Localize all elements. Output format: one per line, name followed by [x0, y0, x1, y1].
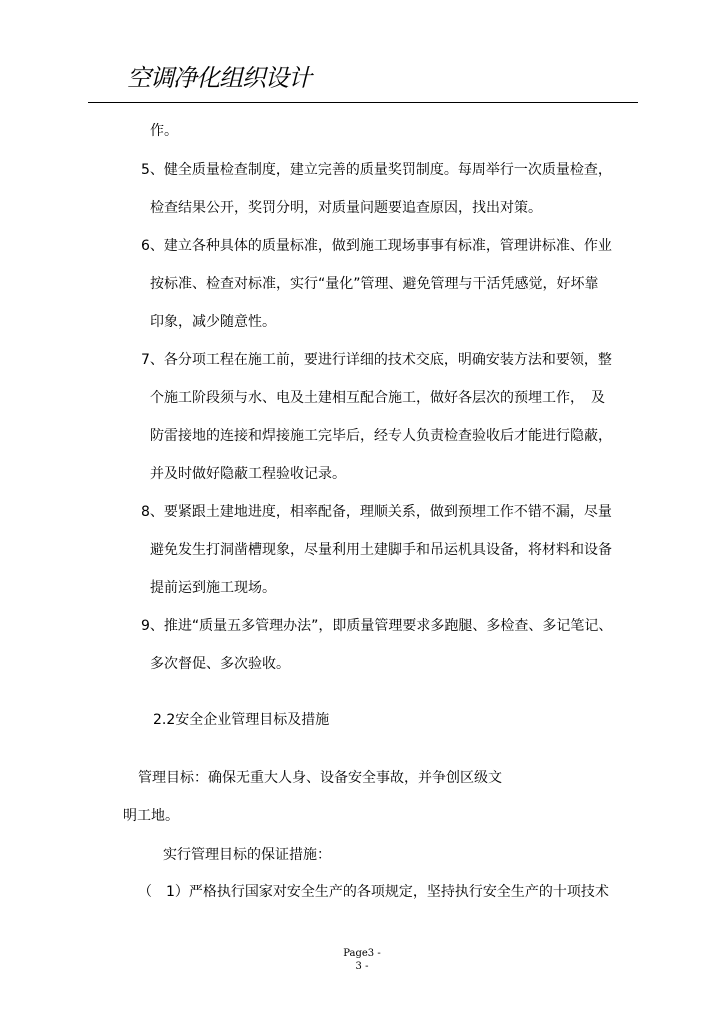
text-line: 6、建立各种具体的质量标准，做到施工现场事事有标准，管理讲标准、作业	[141, 238, 612, 254]
text-line: 个施工阶段须与水、电及土建相互配合施工，做好各层次的预埋工作， 及	[150, 390, 605, 406]
text-line: 印象，减少随意性。	[150, 314, 276, 330]
text-line: 作。	[150, 123, 178, 139]
text-line: 8、要紧跟土建地进度，相率配备，理顺关系，做到预埋工作不错不漏，尽量	[141, 504, 612, 520]
text-line: 实行管理目标的保证措施：	[163, 847, 331, 863]
text-line: （ 1）严格执行国家对安全生产的各项规定，坚持执行安全生产的十项技术	[138, 884, 609, 900]
text-line: 明工地。	[123, 808, 179, 824]
text-line: 管理目标：确保无重大人身、设备安全事故，并争创区级文	[138, 770, 502, 786]
document-header-title: 空调净化组织设计	[127, 64, 311, 92]
text-line: 检查结果公开，奖罚分明，对质量问题要追查原因，找出对策。	[150, 200, 542, 216]
section-heading: 2.2安全企业管理目标及措施	[153, 712, 330, 728]
text-line: 防雷接地的连接和焊接施工完毕后，经专人负责检查验收后才能进行隐蔽，	[150, 428, 612, 444]
text-line: 按标准、检查对标准，实行“量化”管理、避免管理与干活凭感觉，好坏靠	[150, 276, 599, 292]
page-footer-label: Page3 -	[343, 948, 381, 959]
text-line: 9、推进“质量五多管理办法”，即质量管理要求多跑腿、多检查、多记笔记、	[141, 618, 613, 634]
header-divider	[88, 102, 638, 103]
text-line: 多次督促、多次验收。	[150, 656, 290, 672]
page-footer-number: 3 -	[355, 961, 369, 972]
text-line: 7、各分项工程在施工前，要进行详细的技术交底，明确安装方法和要领，整	[141, 352, 612, 368]
text-line: 并及时做好隐蔽工程验收记录。	[150, 466, 346, 482]
text-line: 5、健全质量检查制度，建立完善的质量奖罚制度。每周举行一次质量检查，	[141, 162, 612, 178]
text-line: 避免发生打洞凿槽现象，尽量利用土建脚手和吊运机具设备，将材料和设备	[150, 542, 612, 558]
text-line: 提前运到施工现场。	[150, 580, 276, 596]
